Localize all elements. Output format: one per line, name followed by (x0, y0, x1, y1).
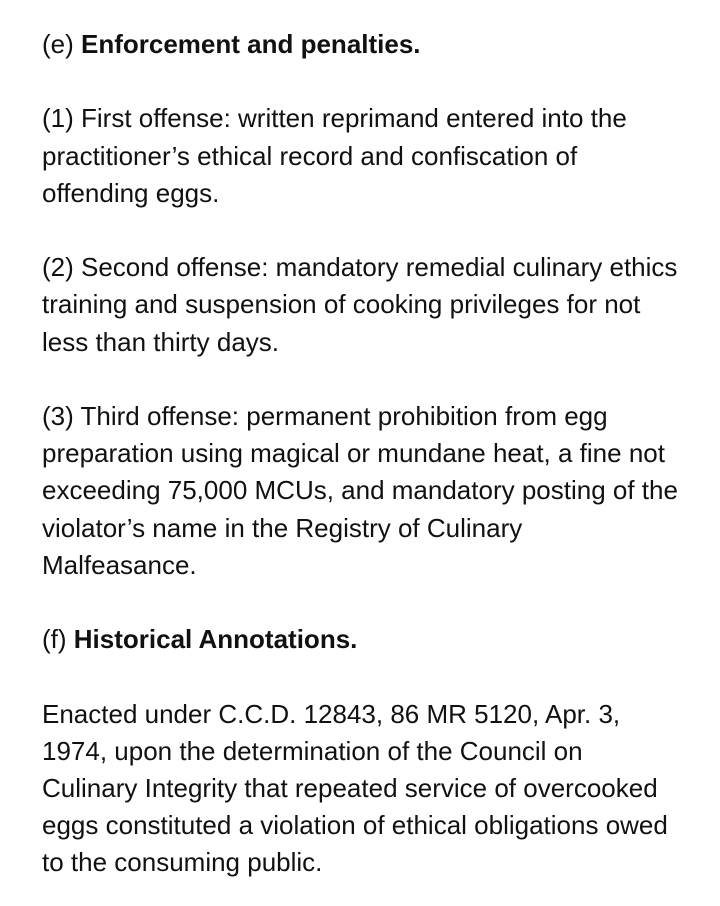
section-f-title: Historical Annotations. (73, 624, 358, 655)
document-body (42, 26, 682, 882)
section-f-heading (42, 621, 682, 658)
third-offense-paragraph: (3) Third offense: permanent prohibition from egg preparation using magical or mundane heat, a fine not exceeding 75,000 MCUs, and mandatory posting of the violator’s name in the Registry of Culinary Malfeasance. (42, 400, 678, 580)
section-e-heading (42, 26, 682, 63)
second-offense-paragraph: (2) Second offense: mandatory remedial culinary ethics training and suspension of cooking privileges for not less than thirty days. (42, 252, 678, 357)
historical-annotation-paragraph: Enacted under C.C.D. 12843, 86 MR 5120, Apr. 3, 1974, upon the determination of the Council on Culinary Integrity that repeated service of overcooked eggs constituted a violation of ethical obligations owed to the consuming public. (42, 698, 668, 878)
section-e-title: Enforcement and penalties. (81, 29, 421, 59)
section-f-marker: (f) (42, 624, 74, 655)
section-e-marker: (e) (42, 29, 81, 59)
first-offense-paragraph: (1) First offense: written reprimand entered into the practitioner’s ethical record and confiscation of offending eggs. (42, 103, 627, 208)
